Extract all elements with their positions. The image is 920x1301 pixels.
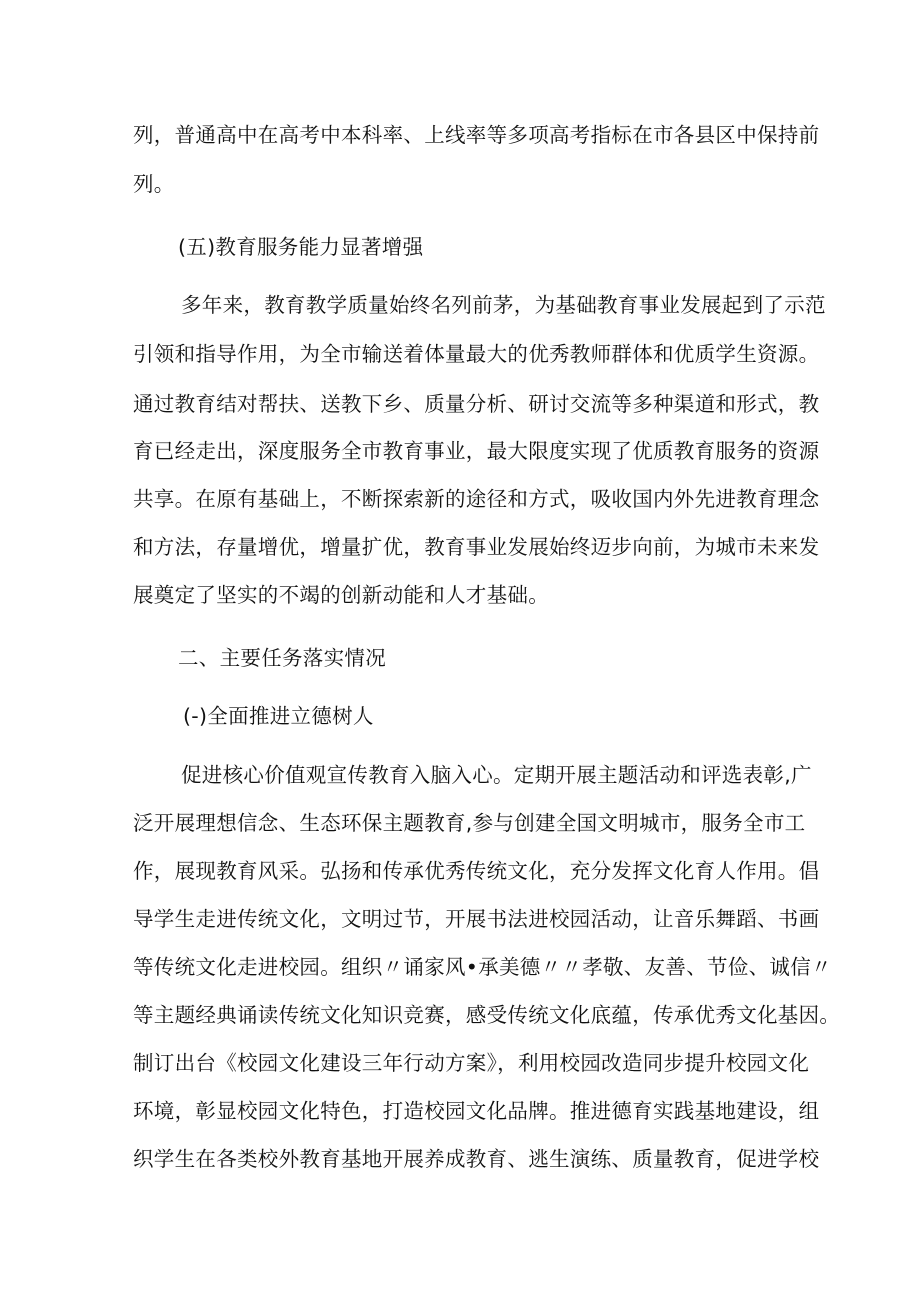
paragraph-line: 泛开展理想信念、生态环保主题教育,参与创建全国文明城市，服务全市工: [133, 811, 806, 835]
paragraph-line: 列，普通高中在高考中本科率、上线率等多项高考指标在市各县区中保持前: [133, 123, 820, 147]
section-heading: (-)全面推进立德树人: [183, 704, 374, 728]
paragraph-line: 等传统文化走进校园。组织〃诵家风•承美德〃〃孝敬、友善、节俭、诚信〃: [133, 955, 832, 979]
chapter-heading: 二、主要任务落实情况: [178, 646, 386, 670]
paragraph-line: 通过教育结对帮扶、送教下乡、质量分析、研讨交流等多种渠道和形式，教: [133, 392, 820, 416]
paragraph-line: 织学生在各类校外教育基地开展养成教育、逃生演练、质量教育，促进学校: [133, 1147, 820, 1171]
section-heading: (五)教育服务能力显著增强: [178, 235, 424, 259]
paragraph-line: 作，展现教育风采。弘扬和传承优秀传统文化，充分发挥文化育人作用。倡: [133, 859, 820, 883]
paragraph-line: 和方法，存量增优，增量扩优，教育事业发展始终迈步向前，为城市未来发: [133, 535, 820, 559]
paragraph-line: 等主题经典诵读传统文化知识竞赛，感受传统文化底蕴，传承优秀文化基因。: [133, 1003, 841, 1027]
paragraph-line: 展奠定了坚实的不竭的创新动能和人才基础。: [133, 583, 549, 607]
paragraph-line: 共享。在原有基础上，不断探索新的途径和方式，吸收国内外先进教育理念: [133, 487, 820, 511]
paragraph-line: 环境，彰显校园文化特色，打造校园文化品牌。推进德育实践基地建设，组: [133, 1099, 820, 1123]
paragraph-line: 育已经走出，深度服务全市教育事业，最大限度实现了优质教育服务的资源: [133, 439, 820, 463]
paragraph-line: 制订出台《校园文化建设三年行动方案》，利用校园改造同步提升校园文化: [133, 1051, 810, 1075]
paragraph-line: 导学生走进传统文化，文明过节，开展书法进校园活动，让音乐舞蹈、书画: [133, 907, 820, 931]
paragraph-line: 引领和指导作用，为全市输送着体量最大的优秀教师群体和优质学生资源。: [133, 342, 820, 366]
paragraph-line: 多年来，教育教学质量始终名列前茅，为基础教育事业发展起到了示范: [181, 293, 826, 317]
paragraph-line: 促进核心价值观宣传教育入脑入心。定期开展主题活动和评选表彰,广: [181, 763, 812, 787]
paragraph-line: 列。: [133, 172, 175, 196]
